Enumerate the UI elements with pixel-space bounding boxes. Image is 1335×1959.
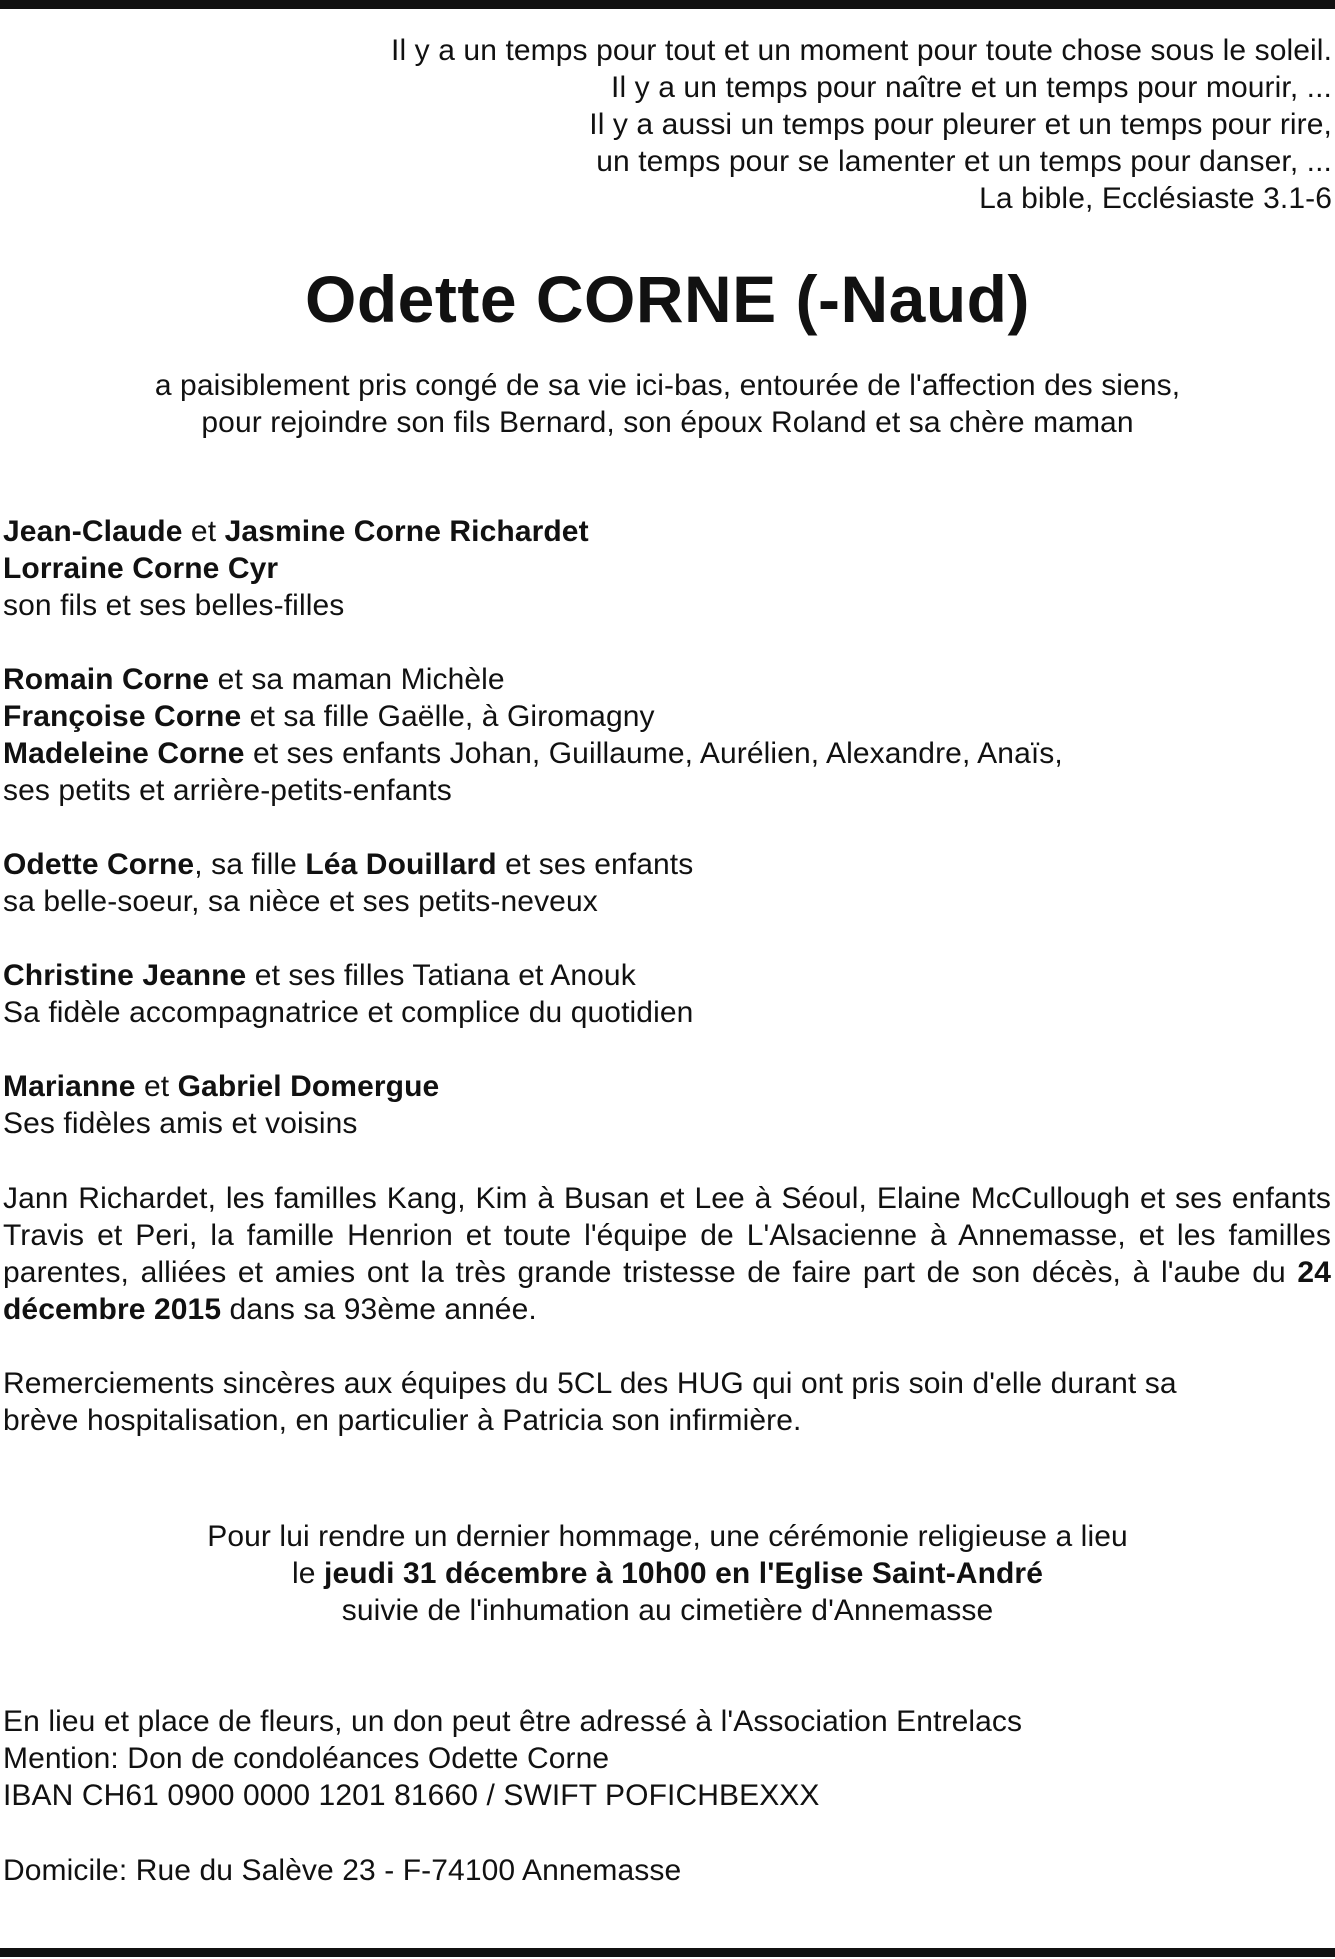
family-name: Françoise Corne	[3, 700, 242, 733]
family-text: et ses enfants Johan, Guillaume, Aurélien, Alexandre, Anaïs,	[244, 737, 1063, 770]
ceremony-prefix: le	[292, 1557, 325, 1590]
family-line	[3, 513, 1333, 550]
epigraph-line-4: un temps pour se lamenter et un temps pour danser, ...	[596, 145, 1332, 178]
intro-line-2: pour rejoindre son fils Bernard, son époux Roland et sa chère maman	[201, 406, 1134, 439]
family-text: et sa maman Michèle	[209, 663, 505, 696]
family-line	[3, 846, 1333, 883]
family-line	[3, 1068, 1333, 1105]
top-border-rule	[0, 0, 1335, 9]
epigraph-line-2: Il y a un temps pour naître et un temps pour mourir, ...	[611, 71, 1332, 104]
family-text: et ses filles Tatiana et Anouk	[246, 959, 636, 992]
thanks-line-1: Remerciements sincères aux équipes du 5CL des HUG qui ont pris soin d'elle durant sa	[3, 1367, 1177, 1400]
announcement-text-end: dans sa 93ème année.	[221, 1293, 537, 1326]
family-group-companion	[3, 957, 1333, 1031]
family-relation: Ses fidèles amis et voisins	[3, 1107, 358, 1140]
ceremony-line-2	[0, 1555, 1335, 1592]
family-name: Madeleine Corne	[3, 737, 245, 770]
family-relation: Sa fidèle accompagnatrice et complice du quotidien	[3, 996, 694, 1029]
family-relation: ses petits et arrière-petits-enfants	[3, 774, 452, 807]
family-group-son	[3, 513, 1333, 624]
donation-line-2: Mention: Don de condoléances Odette Corne	[3, 1742, 610, 1775]
donation-paragraph	[3, 1703, 1333, 1814]
family-line	[3, 698, 1333, 735]
intro-line-1: a paisiblement pris congé de sa vie ici-bas, entourée de l'affection des siens,	[154, 369, 1181, 402]
family-text: et ses enfants	[496, 848, 694, 881]
family-line	[3, 735, 1333, 772]
thanks-line-2: brève hospitalisation, en particulier à Patricia son infirmière.	[3, 1404, 802, 1437]
bottom-border-rule	[0, 1948, 1335, 1957]
family-text: et sa fille Gaëlle, à Giromagny	[241, 700, 655, 733]
announcement-text: Jann Richardet, les familles Kang, Kim à Busan et Lee à Séoul, Elaine McCullough et ses enfants Travis et Peri, la famille Henrion et toute l'équipe de L'Alsacienne à Annemasse, et les familles parentes, alliées et amies ont la très grande tristesse de faire part de son décès, à l'aube du	[3, 1182, 1331, 1289]
family-relation: sa belle-soeur, sa nièce et ses petits-neveux	[3, 885, 598, 918]
epigraph-line-3: Il y a aussi un temps pour pleurer et un temps pour rire,	[589, 108, 1332, 141]
family-text: , sa fille	[194, 848, 306, 881]
family-name: Odette Corne	[3, 848, 195, 881]
epigraph-line-1: Il y a un temps pour tout et un moment pour toute chose sous le soleil.	[391, 34, 1332, 67]
epigraph-source: La bible, Ecclésiaste 3.1-6	[979, 182, 1332, 215]
ceremony-line-1: Pour lui rendre un dernier hommage, une cérémonie religieuse a lieu	[207, 1520, 1128, 1553]
family-name: Lorraine Corne Cyr	[3, 552, 279, 585]
family-group-sister-in-law	[3, 846, 1333, 920]
family-connector: et	[182, 515, 225, 548]
thanks-paragraph	[3, 1365, 1333, 1439]
family-name: Jasmine Corne Richardet	[224, 515, 589, 548]
intro-paragraph	[0, 367, 1335, 441]
announcement-paragraph	[3, 1180, 1331, 1328]
domicile-address: Domicile: Rue du Salève 23 - F-74100 Annemasse	[3, 1854, 682, 1887]
donation-line-1: En lieu et place de fleurs, un don peut être adressé à l'Association Entrelacs	[3, 1705, 1023, 1738]
family-line	[3, 957, 1333, 994]
family-relation: son fils et ses belles-filles	[3, 589, 345, 622]
epigraph-quote	[232, 32, 1332, 217]
family-name: Léa Douillard	[305, 848, 497, 881]
death-date: 24 décembre 2015	[3, 1256, 1331, 1326]
family-connector: et	[135, 1070, 178, 1103]
family-line	[3, 661, 1333, 698]
family-line	[3, 550, 1333, 587]
ceremony-line-3: suivie de l'inhumation au cimetière d'Annemasse	[341, 1594, 994, 1627]
family-group-grandchildren	[3, 661, 1333, 809]
ceremony-date-place: jeudi 31 décembre à 10h00 en l'Eglise Saint-André	[324, 1557, 1043, 1590]
family-name: Romain Corne	[3, 663, 210, 696]
family-name: Jean-Claude	[3, 515, 183, 548]
donation-bank-details: IBAN CH61 0900 0000 1201 81660 / SWIFT POFICHBEXXX	[3, 1779, 820, 1812]
family-name: Marianne	[3, 1070, 136, 1103]
family-group-neighbours	[3, 1068, 1333, 1142]
ceremony-paragraph	[0, 1518, 1335, 1629]
deceased-name-heading: Odette CORNE (-Naud)	[305, 262, 1030, 336]
family-name: Gabriel Domergue	[177, 1070, 440, 1103]
family-name: Christine Jeanne	[3, 959, 247, 992]
